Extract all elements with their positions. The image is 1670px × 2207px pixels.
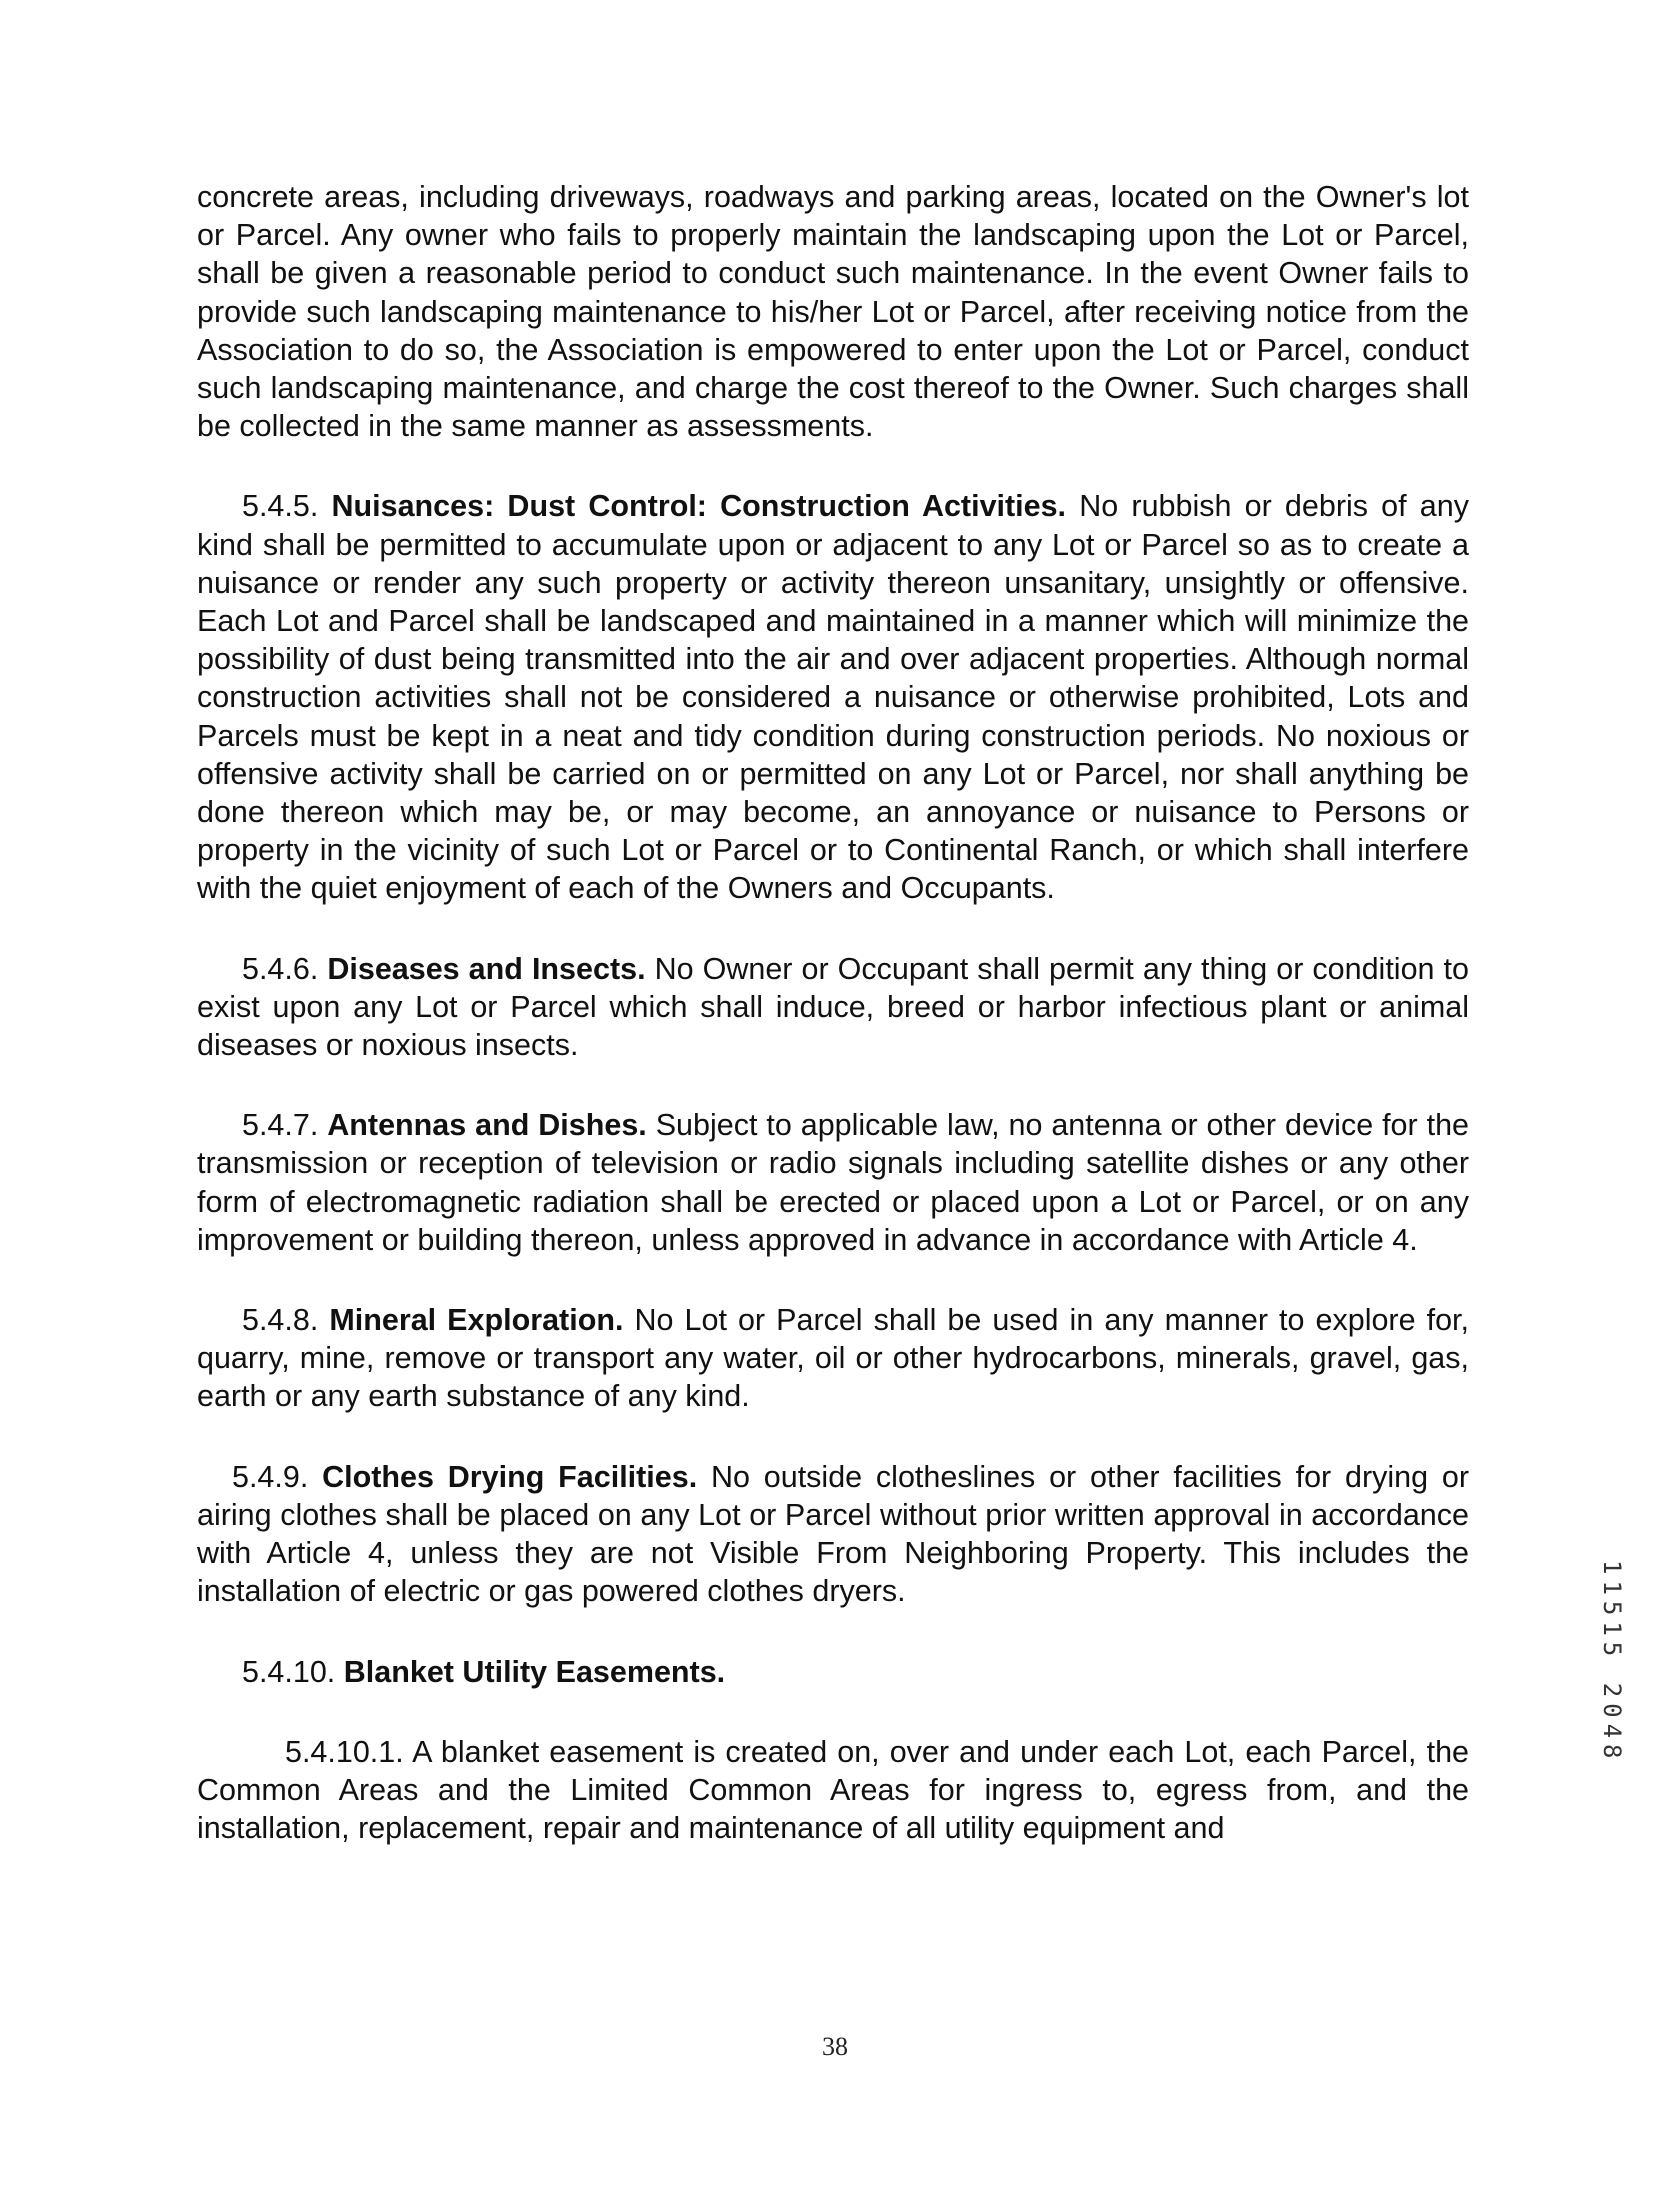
side-recording-stamp <box>1596 1560 1632 1900</box>
section-5-4-8 <box>197 1301 1469 1416</box>
section-body: No Lot or Parcel shall be used in any manner to explore for, quarry, mine, remove or transport any water, oil or other hydrocarbons, minerals, gravel, gas, earth or any earth substance of any kind. <box>197 1303 1469 1414</box>
section-heading: Antennas and Dishes. <box>327 1108 647 1143</box>
page-number: 38 <box>822 2032 848 2061</box>
subsection-body: A blanket easement is created on, over and under each Lot, each Parcel, the Common Areas and the Limited Common Areas for ingress to, egress from, and the installation, replacement, repair and maintenance of all utility equipment and <box>197 1734 1469 1846</box>
section-number: 5.4.7. <box>242 1108 319 1143</box>
section-number: 5.4.10. <box>242 1654 336 1689</box>
section-number: 5.4.9. <box>232 1459 309 1494</box>
section-number: 5.4.6. <box>242 951 319 986</box>
intro-paragraph: concrete areas, including driveways, roadways and parking areas, located on the Owner's lot or Parcel. Any owner who fails to properly maintain the landscaping upon the Lot or Parcel, shall be given a reasonable period to conduct such maintenance. In the event Owner fails to provide such landscaping maintenance to his/her Lot or Parcel, after receiving notice from the Association to do so, the Association is empowered to enter upon the Lot or Parcel, conduct such landscaping maintenance, and charge the cost thereof to the Owner. Such charges shall be collected in the same manner as assessments. <box>197 180 1469 444</box>
section-heading: Clothes Drying Facilities. <box>322 1459 698 1494</box>
side-stamp-text: 11515 2048 <box>1598 1560 1626 1765</box>
subsection-5-4-10-1 <box>197 1733 1469 1848</box>
section-heading: Diseases and Insects. <box>327 951 646 986</box>
section-5-4-9 <box>197 1458 1469 1611</box>
section-heading: Nuisances: Dust Control: Construction Activities. <box>331 489 1067 524</box>
section-heading: Blanket Utility Easements. <box>343 1654 726 1689</box>
section-5-4-6 <box>197 950 1469 1065</box>
section-body: Subject to applicable law, no antenna or other device for the transmission or reception of television or radio signals including satellite dishes or any other form of electromagnetic radiation shall be erected or placed upon a Lot or Parcel, or on any improvement or building thereon, unless approved in advance in accordance with Article 4. <box>197 1108 1469 1257</box>
section-body: No rubbish or debris of any kind shall be permitted to accumulate upon or adjacent to any Lot or Parcel so as to create a nuisance or render any such property or activity thereon unsanitary, unsightly or offensive. Each Lot and Parcel shall be landscaped and maintained in a manner which will minimize the possibility of dust being transmitted into the air and over adjacent properties. Although normal construction activities shall not be considered a nuisance or otherwise prohibited, Lots and Parcels must be kept in a neat and tidy condition during construction periods. No noxious or offensive activity shall be carried on or permitted on any Lot or Parcel, nor shall anything be done thereon which may be, or may become, an annoyance or nuisance to Persons or property in the vicinity of such Lot or Parcel or to Continental Ranch, or which shall interfere with the quiet enjoyment of each of the Owners and Occupants. <box>197 489 1469 906</box>
section-5-4-5 <box>197 487 1469 907</box>
section-number: 5.4.8. <box>242 1303 319 1338</box>
document-body <box>197 178 1469 1847</box>
section-body: No outside clotheslines or other facilities for drying or airing clothes shall be placed on any Lot or Parcel without prior written approval in accordance with Article 4, unless they are not Visible From Neighboring Property. This includes the installation of electric or gas powered clothes dryers. <box>197 1459 1469 1609</box>
section-5-4-7 <box>197 1106 1469 1259</box>
section-body: No Owner or Occupant shall permit any thing or condition to exist upon any Lot or Parcel which shall induce, breed or harbor infectious plant or animal diseases or noxious insects. <box>197 951 1469 1063</box>
section-number: 5.4.5. <box>242 489 319 524</box>
section-5-4-10 <box>197 1653 1469 1691</box>
section-heading: Mineral Exploration. <box>329 1303 624 1338</box>
subsection-number: 5.4.10.1. <box>285 1734 404 1769</box>
